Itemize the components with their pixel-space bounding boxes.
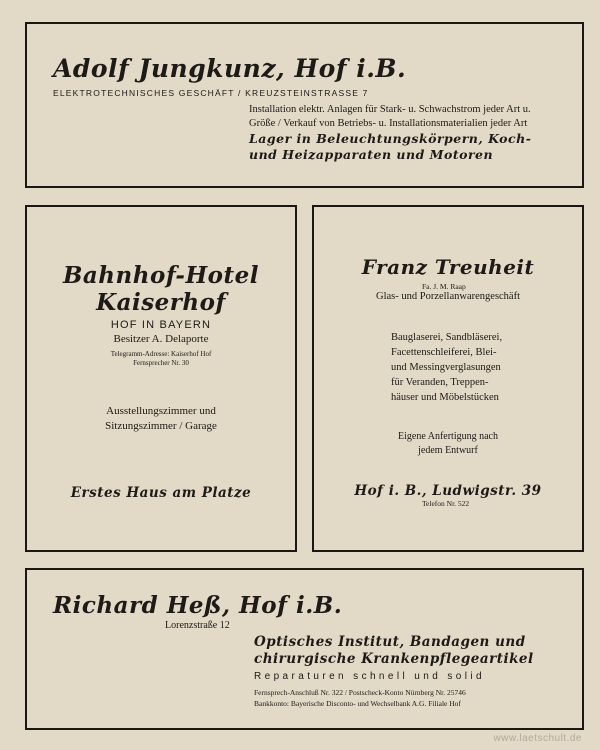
ad-hess-line3: Reparaturen schnell und solid (254, 671, 485, 682)
ad-kaiserhof-title1: Bahnhof-Hotel (62, 262, 260, 289)
watermark: www.laetschult.de (493, 733, 582, 744)
ad-jungkunz-line4: und Heizapparaten und Motoren (249, 147, 494, 162)
ad-treuheit-address: Hof i. B., Ludwigstr. 39 (354, 483, 542, 499)
ad-kaiserhof-owner: Besitzer A. Delaporte (113, 333, 209, 345)
ad-treuheit-business: Glas- und Porzellanwarengeschäft (375, 291, 521, 302)
ad-hess-street: Lorenzstraße 12 (165, 620, 230, 631)
ad-jungkunz-title: Adolf Jungkunz, Hof i.B. (53, 54, 407, 83)
ad-hess-line2: chirurgische Krankenpflegeartikel (254, 651, 534, 667)
ad-hess-line5: Bankkonto: Bayerische Disconto- und Wechselbank A.G. Filiale Hof (254, 699, 461, 708)
ad-hess (25, 568, 584, 730)
ad-treuheit-own2: jedem Entwurf (418, 445, 478, 456)
ad-jungkunz-line1: Installation elektr. Anlagen für Stark- u. Schwachstrom jeder Art u. (249, 104, 531, 115)
ad-kaiserhof (25, 205, 297, 552)
ad-jungkunz-line3: Lager in Beleuchtungskörpern, Koch- (249, 131, 532, 146)
ad-treuheit-title: Franz Treuheit (361, 255, 535, 279)
ad-treuheit-own1: Eigene Anfertigung nach (398, 431, 498, 442)
ad-treuheit-s1: Bauglaserei, Sandbläserei, (391, 332, 503, 343)
ad-treuheit (312, 205, 584, 552)
ad-hess-title: Richard Heß, Hof i.B. (53, 592, 343, 619)
ad-kaiserhof-rooms1: Ausstellungszimmer und (106, 405, 216, 417)
ad-kaiserhof-location: HOF IN BAYERN (110, 319, 212, 331)
ad-kaiserhof-slogan: Erstes Haus am Platze (70, 485, 252, 501)
ad-hess-line1: Optisches Institut, Bandagen und (254, 634, 526, 650)
ad-treuheit-formerly: Fa. J. M. Raap (422, 282, 466, 291)
ad-treuheit-s4: für Veranden, Treppen- (391, 377, 489, 388)
ad-treuheit-s5: häuser und Möbelstücken (391, 392, 499, 403)
ad-hess-line4: Fernsprech-Anschluß Nr. 322 / Postscheck-Konto Nürnberg Nr. 25746 (254, 688, 466, 697)
ad-jungkunz-subtitle: ELEKTROTECHNISCHES GESCHÄFT / KREUZSTEINSTRASSE 7 (53, 88, 369, 98)
ad-kaiserhof-telegram: Telegramm-Adresse: Kaiserhof Hof (110, 350, 212, 358)
ad-treuheit-phone: Telefon Nr. 522 (422, 499, 470, 508)
ad-jungkunz (25, 22, 584, 188)
ad-jungkunz-line2: Größe / Verkauf von Betriebs- u. Installationsmaterialien jeder Art (249, 118, 528, 129)
ad-treuheit-s2: Facettenschleiferei, Blei- (391, 347, 497, 358)
ad-kaiserhof-rooms2: Sitzungszimmer / Garage (105, 420, 217, 432)
ad-kaiserhof-phone: Fernsprecher Nr. 30 (133, 359, 189, 367)
ad-treuheit-s3: und Messingverglasungen (391, 362, 501, 373)
ad-kaiserhof-title2: Kaiserhof (96, 289, 226, 316)
